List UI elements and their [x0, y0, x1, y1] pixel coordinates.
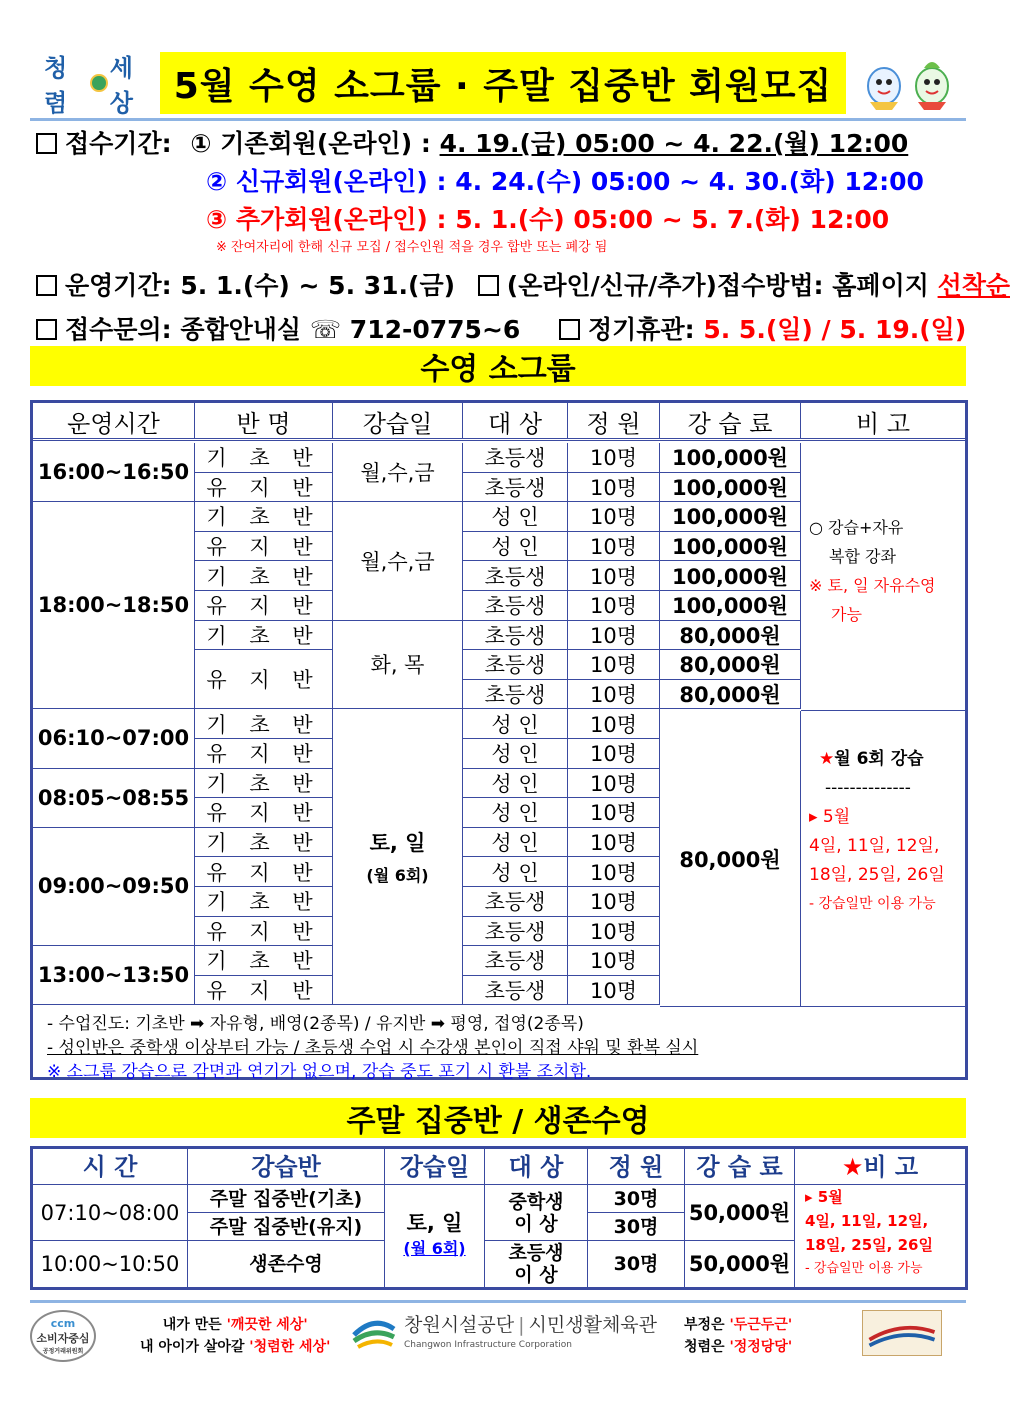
- capacity-cell: 10명: [568, 502, 660, 532]
- target-line: 초등생: [508, 1242, 564, 1264]
- mascot-characters-icon: [856, 56, 960, 112]
- fee-cell: 100,000원: [660, 561, 801, 591]
- class-name-cell: 유 지 반: [195, 532, 333, 562]
- class-name-cell: 유 지 반: [195, 650, 333, 709]
- capacity-cell: 10명: [568, 709, 660, 739]
- target-cell: 초등생: [463, 473, 568, 503]
- org-name: 창원시설공단: [404, 1314, 515, 1336]
- capacity-cell: 10명: [568, 621, 660, 651]
- footer: [30, 1306, 966, 1366]
- weekend-fee-cell: [660, 711, 801, 1007]
- inquiry-value: 종합안내실: [180, 315, 302, 344]
- capacity-cell: 10명: [568, 473, 660, 503]
- section-title-weekend: 주말 집중반 / 생존수영: [30, 1098, 966, 1138]
- class-name-cell: 유 지 반: [195, 917, 333, 947]
- fee-cell: 80,000원: [660, 680, 801, 710]
- col-header-label: 비 고: [863, 1152, 919, 1181]
- method-label: (온라인/신규/추가)접수방법:: [506, 271, 824, 300]
- col-header: [795, 1149, 965, 1185]
- reception-2-num: ②: [206, 167, 228, 196]
- time-cell: 07:10~08:00: [33, 1185, 188, 1241]
- reception-1-num: ①: [190, 129, 212, 158]
- target-cell: 성 인: [463, 798, 568, 828]
- ccm-line: ccm: [50, 1317, 76, 1330]
- col-header: 정 원: [568, 403, 660, 439]
- fee-cell: 100,000원: [660, 591, 801, 621]
- class-cell: 주말 집중반(기초): [188, 1185, 385, 1213]
- remark-note: - 강습일만 이용 가능: [809, 896, 936, 912]
- class-name-cell: 유 지 반: [195, 473, 333, 503]
- target-cell: 초등생: [463, 650, 568, 680]
- section-title-small-group: 수영 소그룹: [30, 346, 966, 386]
- inquiry-label: 접수문의:: [65, 315, 172, 344]
- reception-1-sep: :: [420, 129, 431, 158]
- capacity-cell: 10명: [568, 591, 660, 621]
- time-cell: 13:00~13:50: [33, 946, 195, 1005]
- col-header: 운영시간: [33, 403, 195, 439]
- logo-text-left: 청렴: [44, 53, 68, 117]
- target-cell: 성 인: [463, 532, 568, 562]
- integrity-slogan-2: [684, 1314, 792, 1358]
- reception-1-label: 기존회원(온라인): [220, 129, 413, 158]
- days-cell: 화, 목: [333, 621, 463, 710]
- class-cell: 주말 집중반(유지): [188, 1213, 385, 1241]
- class-name-cell: 기 초 반: [195, 621, 333, 651]
- remark-dates: 4일, 11일, 12일,: [805, 1212, 929, 1230]
- arrow-right-icon: ➡: [430, 1014, 445, 1034]
- days-cell: 월,수,금: [333, 502, 463, 620]
- footnote-adult: - 성인반은 중학생 이상부터 가능 / 초등생 수업 시 수강생 본인이 직접 샤워 및 환복 실시: [47, 1038, 699, 1058]
- fee-cell: 100,000원: [660, 502, 801, 532]
- days-cell: [385, 1185, 485, 1287]
- footnote-text: 평영, 접영(2종목): [450, 1014, 584, 1034]
- capacity-cell: 10명: [568, 798, 660, 828]
- method-value: 홈페이지: [832, 271, 929, 300]
- footer-rule: [30, 1300, 966, 1303]
- class-cell: 생존수영: [188, 1241, 385, 1287]
- class-name-cell: 기 초 반: [195, 502, 333, 532]
- fee-cell: 80,000원: [660, 650, 801, 680]
- target-line: 중학생: [508, 1190, 564, 1213]
- target-cell: 초등생: [463, 887, 568, 917]
- time-cell: 09:00~09:50: [33, 828, 195, 946]
- days-value: 토, 일: [406, 1211, 463, 1235]
- remark-line: 가능: [831, 605, 862, 624]
- reception-2-label: 신규회원(온라인): [235, 167, 428, 196]
- class-name-cell: 유 지 반: [195, 857, 333, 887]
- capacity-cell: 10명: [568, 532, 660, 562]
- integrity-slogan-1: [140, 1314, 330, 1358]
- operation-line: [36, 266, 1010, 302]
- target-cell: 성 인: [463, 709, 568, 739]
- checkbox-icon: [36, 319, 57, 340]
- target-cell: 성 인: [463, 769, 568, 799]
- capacity-cell: 30명: [588, 1213, 685, 1241]
- slogan-text: 내가 만든: [162, 1317, 227, 1333]
- capacity-cell: 10명: [568, 739, 660, 769]
- remark-weekend: [809, 745, 945, 919]
- fee-cell: 100,000원: [660, 443, 801, 473]
- target-cell: 초등생: [463, 976, 568, 1006]
- header-rule: [30, 118, 966, 121]
- class-name-cell: 기 초 반: [195, 709, 333, 739]
- fee-cell: 100,000원: [660, 473, 801, 503]
- remark-dates: 4일, 11일, 12일,: [809, 836, 940, 856]
- page-title: 5월 수영 소그룹 · 주말 집중반 회원모집: [173, 65, 833, 107]
- col-header: 강 습 료: [660, 403, 801, 439]
- capacity-cell: 10명: [568, 769, 660, 799]
- reception-3-label: 추가회원(온라인): [235, 205, 428, 234]
- arrow-right-icon: ➡: [190, 1014, 205, 1034]
- table-header: [33, 403, 965, 441]
- target-cell: [485, 1185, 588, 1241]
- inquiry-phone: 712-0775~6: [349, 315, 521, 344]
- fee-cell: 80,000원: [660, 621, 801, 651]
- time-cell: 06:10~07:00: [33, 709, 195, 768]
- capacity-cell: 10명: [568, 561, 660, 591]
- title-banner: [160, 52, 846, 114]
- closed-value: 5. 5.(일) / 5. 19.(일): [703, 315, 967, 344]
- days-cell: [333, 709, 463, 1005]
- footnote-progress: [47, 1009, 584, 1034]
- capacity-cell: 10명: [568, 828, 660, 858]
- organization-logo: [350, 1312, 670, 1358]
- integrity-logo: [44, 53, 154, 117]
- target-cell: [485, 1241, 588, 1287]
- col-header: 대 상: [485, 1149, 588, 1185]
- class-name-cell: 유 지 반: [195, 739, 333, 769]
- footnote-text: 자유형, 배영(2종목) / 유지반: [209, 1014, 426, 1034]
- remark-weekend-2: [805, 1185, 933, 1281]
- reception-label: 접수기간:: [65, 129, 172, 158]
- checkbox-icon: [559, 319, 580, 340]
- slogan-highlight: '청렴한 세상': [249, 1339, 331, 1355]
- footnote-text: - 수업진도: 기초반: [47, 1014, 185, 1034]
- corporation-emblem-icon: [350, 1315, 398, 1355]
- operation-label: 운영기간:: [65, 271, 172, 300]
- inquiry-line: [36, 310, 966, 346]
- ccm-badge-icon: [30, 1310, 96, 1362]
- capacity-cell: 30명: [588, 1185, 685, 1213]
- remark-line: ※ 토, 일 자유수영: [809, 576, 936, 595]
- target-cell: 성 인: [463, 502, 568, 532]
- reception-1-period: 4. 19.(금) 05:00 ~ 4. 22.(월) 12:00: [439, 129, 909, 158]
- remark-dates: 18일, 25일, 26일: [809, 865, 945, 885]
- reception-note: ※ 잔여자리에 한해 신규 모집 / 접수인원 적을 경우 합반 또는 폐강 됨: [216, 240, 608, 255]
- capacity-cell: 10명: [568, 917, 660, 947]
- col-header: 강습일: [333, 403, 463, 439]
- class-name-cell: 기 초 반: [195, 946, 333, 976]
- remark-month: ▸ 5월: [809, 807, 851, 827]
- reception-line-2: [206, 162, 924, 198]
- ccm-line: 공정거래위원회: [42, 1348, 84, 1355]
- target-cell: 초등생: [463, 946, 568, 976]
- target-cell: 초등생: [463, 680, 568, 710]
- target-line: 이 상: [514, 1264, 558, 1286]
- remark-dates: 18일, 25일, 26일: [805, 1236, 933, 1254]
- reception-line-3: [206, 200, 889, 236]
- class-name-cell: 기 초 반: [195, 443, 333, 473]
- target-cell: 성 인: [463, 828, 568, 858]
- fee-cell: 100,000원: [660, 532, 801, 562]
- days-cell: 월,수,금: [333, 443, 463, 502]
- class-name-cell: 유 지 반: [195, 976, 333, 1006]
- closed-label: 정기휴관:: [588, 315, 695, 344]
- weekend-fee: 80,000원: [679, 847, 781, 872]
- capacity-cell: 10명: [568, 946, 660, 976]
- target-cell: 성 인: [463, 739, 568, 769]
- remark-month: ▸ 5월: [805, 1188, 843, 1206]
- reception-2-sep: :: [436, 167, 447, 196]
- col-header: 강습반: [188, 1149, 385, 1185]
- checkbox-icon: [36, 275, 57, 296]
- org-english: Changwon Infrastructure Corporation: [404, 1340, 572, 1350]
- ccm-line: 소비자중심: [36, 1332, 90, 1345]
- col-header: 정 원: [588, 1149, 685, 1185]
- logo-flower-icon: [90, 74, 107, 92]
- reception-3-sep: :: [436, 205, 447, 234]
- remark-line: 복합 강좌: [829, 547, 896, 566]
- days-note: (월 6회): [403, 1239, 466, 1258]
- slogan-highlight: '정정당당': [729, 1339, 793, 1355]
- capacity-cell: 10명: [568, 650, 660, 680]
- time-cell: 08:05~08:55: [33, 769, 195, 828]
- days-note: (월 6회): [366, 866, 429, 886]
- target-cell: 초등생: [463, 561, 568, 591]
- phone-icon: ☏: [309, 315, 342, 344]
- remark-note: - 강습일만 이용 가능: [805, 1261, 923, 1276]
- reception-3-period: 5. 1.(수) 05:00 ~ 5. 7.(화) 12:00: [455, 205, 890, 234]
- remark-divider: --------------: [825, 778, 911, 798]
- checkbox-icon: [478, 275, 499, 296]
- org-dept: 시민생활체육관: [528, 1314, 658, 1336]
- org-divider: |: [518, 1314, 525, 1336]
- checkbox-icon: [36, 133, 57, 154]
- capacity-cell: 10명: [568, 443, 660, 473]
- small-group-table: [30, 400, 968, 1080]
- slogan-text: 청렴은: [684, 1339, 730, 1355]
- col-header: 비 고: [856, 409, 910, 438]
- class-name-cell: 기 초 반: [195, 828, 333, 858]
- capacity-cell: 10명: [568, 976, 660, 1006]
- target-cell: 성 인: [463, 857, 568, 887]
- logo-text-right: 세상: [109, 53, 133, 117]
- slogan-highlight: '깨끗한 세상': [226, 1317, 308, 1333]
- target-cell: 초등생: [463, 443, 568, 473]
- col-header: 반 명: [195, 403, 333, 439]
- target-cell: 초등생: [463, 621, 568, 651]
- star-icon: ★: [841, 1152, 864, 1181]
- fee-cell: 50,000원: [685, 1185, 795, 1241]
- flag-emblem-icon: [862, 1310, 942, 1356]
- capacity-cell: 10명: [568, 887, 660, 917]
- header: [30, 44, 966, 120]
- days-value: 토, 일: [369, 831, 426, 856]
- time-cell: 18:00~18:50: [33, 502, 195, 709]
- col-header: 대 상: [463, 403, 568, 439]
- time-cell: 10:00~10:50: [33, 1241, 188, 1287]
- col-header: 시 간: [33, 1149, 188, 1185]
- method-highlight: 선착순: [937, 271, 1010, 300]
- remark-title: 월 6회 강습: [834, 749, 924, 769]
- col-header: 강습일: [385, 1149, 485, 1185]
- col-header: 강 습 료: [685, 1149, 795, 1185]
- slogan-highlight: '두근두근': [729, 1317, 793, 1333]
- class-name-cell: 기 초 반: [195, 769, 333, 799]
- slogan-text: 내 아이가 살아갈: [140, 1339, 250, 1355]
- class-name-cell: 기 초 반: [195, 561, 333, 591]
- operation-period: 5. 1.(수) ~ 5. 31.(금): [180, 271, 456, 300]
- reception-3-num: ③: [206, 205, 228, 234]
- target-cell: 초등생: [463, 917, 568, 947]
- remark-weekday: [809, 513, 936, 629]
- time-cell: 16:00~16:50: [33, 443, 195, 502]
- capacity-cell: 10명: [568, 857, 660, 887]
- fee-cell: 50,000원: [685, 1241, 795, 1287]
- slogan-text: 부정은: [684, 1317, 730, 1333]
- reception-2-period: 4. 24.(수) 05:00 ~ 4. 30.(화) 12:00: [455, 167, 924, 196]
- weekend-table: [30, 1146, 968, 1290]
- target-cell: 초등생: [463, 591, 568, 621]
- class-name-cell: 유 지 반: [195, 591, 333, 621]
- class-name-cell: 유 지 반: [195, 798, 333, 828]
- reception-line-1: [36, 124, 908, 160]
- star-icon: ★: [819, 749, 835, 769]
- capacity-cell: 10명: [568, 680, 660, 710]
- remark-line: ○ 강습+자유: [809, 518, 904, 537]
- class-name-cell: 기 초 반: [195, 887, 333, 917]
- capacity-cell: 30명: [588, 1241, 685, 1287]
- footnote-refund: ※ 소그룹 강습으로 감면과 연기가 없으며, 강습 중도 포기 시 환불 조치함.: [47, 1062, 592, 1082]
- target-line: 이 상: [514, 1212, 558, 1235]
